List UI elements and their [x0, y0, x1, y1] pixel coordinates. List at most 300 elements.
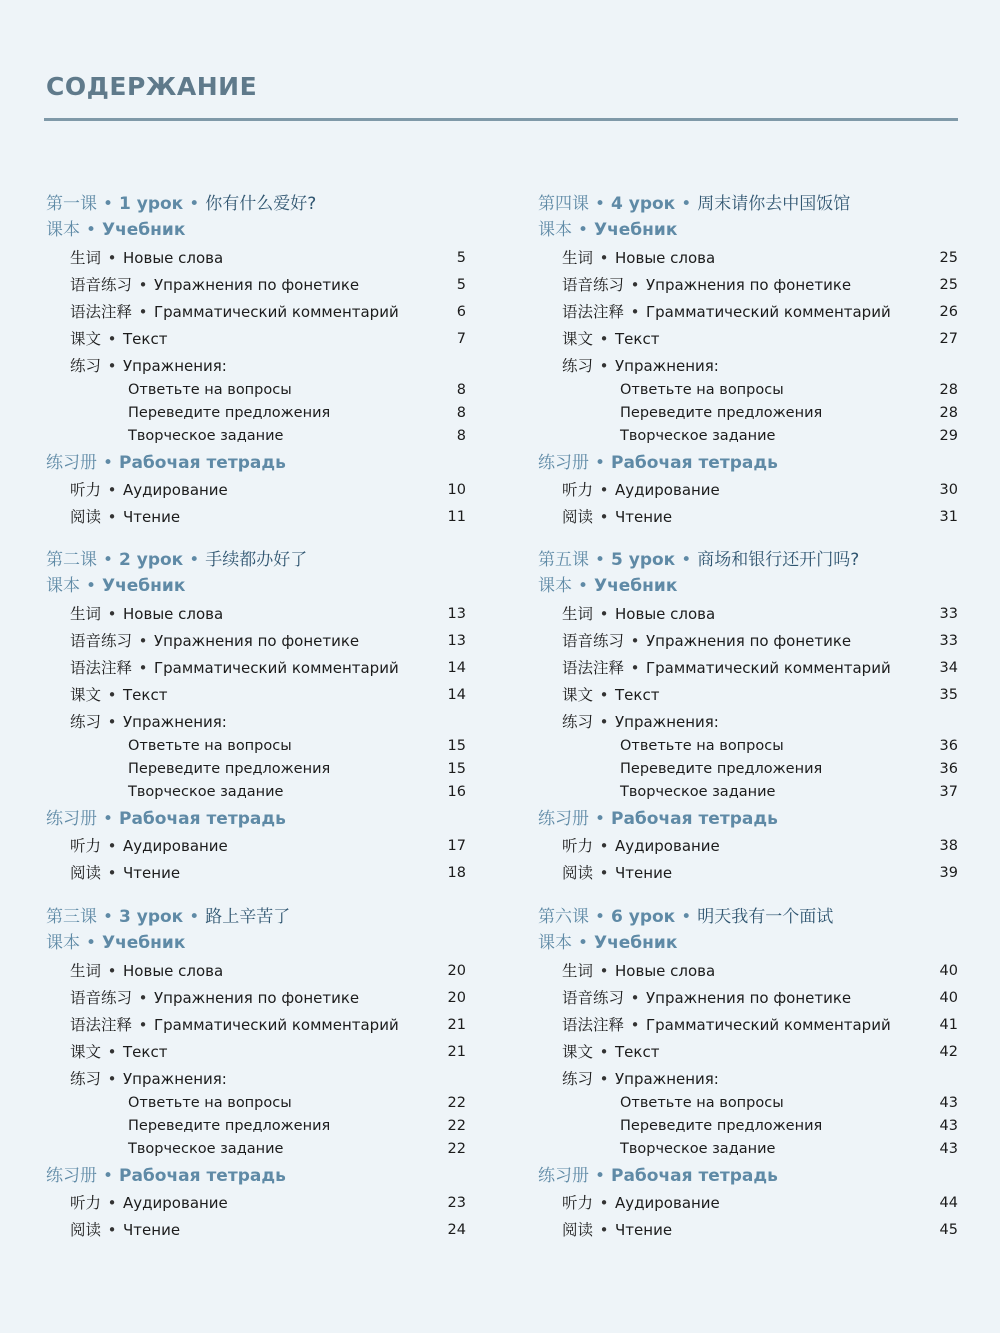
entry-ru: Аудирование	[123, 481, 228, 499]
bullet-icon: •	[594, 550, 606, 570]
toc-entry[interactable]	[46, 1013, 466, 1037]
toc-entry[interactable]	[46, 1040, 466, 1064]
page-number: 33	[939, 633, 958, 649]
entry-zh: 语法注释	[70, 303, 133, 321]
entry-ru: Грамматический комментарий	[154, 303, 399, 321]
lesson-number-ru: 1 урок	[119, 194, 184, 214]
subentry-label: Творческое задание	[128, 428, 284, 444]
lesson-number-ru: 4 урок	[611, 194, 676, 214]
exercise-subentry[interactable]	[46, 1137, 466, 1161]
lesson-heading[interactable]	[46, 548, 466, 572]
toc-entry[interactable]	[538, 1013, 958, 1037]
exercise-subentry[interactable]	[538, 424, 958, 448]
bullet-icon: •	[85, 220, 97, 240]
exercise-subentry[interactable]	[538, 1091, 958, 1115]
toc-entry[interactable]	[46, 246, 466, 270]
toc-entry[interactable]	[46, 1191, 466, 1215]
exercises-ru: Упражнения:	[123, 357, 227, 375]
page-number: 43	[939, 1141, 958, 1157]
entry-ru: Упражнения по фонетике	[646, 632, 852, 650]
bullet-icon: •	[102, 809, 114, 829]
bullet-icon: •	[594, 1166, 606, 1186]
page-number: 43	[939, 1095, 958, 1111]
toc-entry[interactable]	[46, 505, 466, 529]
bullet-icon: •	[107, 1221, 117, 1239]
workbook-zh: 练习册	[538, 453, 589, 473]
entry-zh: 听力	[70, 481, 102, 499]
page-number: 36	[939, 738, 958, 754]
bullet-icon: •	[594, 809, 606, 829]
lesson-heading[interactable]	[46, 905, 466, 929]
exercises-entry	[46, 1067, 466, 1091]
page-number: 28	[939, 405, 958, 421]
lesson-heading[interactable]	[538, 905, 958, 929]
workbook-zh: 练习册	[46, 453, 97, 473]
toc-entry[interactable]	[538, 602, 958, 626]
page-number: 6	[456, 304, 466, 320]
page-number: 31	[939, 509, 958, 525]
page-number: 16	[447, 784, 466, 800]
page-number: 43	[939, 1118, 958, 1134]
exercise-subentry[interactable]	[46, 424, 466, 448]
entry-ru: Грамматический комментарий	[154, 1016, 399, 1034]
page-number: 20	[447, 990, 466, 1006]
subentry-label: Переведите предложения	[620, 761, 823, 777]
subentry-label: Переведите предложения	[620, 405, 823, 421]
lesson-number-ru: 5 урок	[611, 550, 676, 570]
workbook-heading[interactable]	[538, 451, 958, 475]
toc-entry[interactable]	[538, 273, 958, 297]
workbook-ru: Рабочая тетрадь	[611, 809, 778, 829]
workbook-heading[interactable]	[538, 807, 958, 831]
textbook-zh: 课本	[46, 933, 80, 953]
textbook-ru: Учебник	[594, 933, 678, 953]
page-number: 13	[447, 633, 466, 649]
workbook-heading[interactable]	[46, 807, 466, 831]
exercises-entry	[46, 354, 466, 378]
workbook-heading[interactable]	[46, 1164, 466, 1188]
bullet-icon: •	[107, 249, 117, 267]
workbook-heading[interactable]	[538, 1164, 958, 1188]
entry-zh: 语法注释	[562, 1016, 625, 1034]
textbook-zh: 课本	[538, 933, 572, 953]
bullet-icon: •	[681, 907, 692, 927]
entry-ru: Упражнения по фонетике	[154, 989, 360, 1007]
toc-entry[interactable]	[538, 683, 958, 707]
toc-entry[interactable]	[538, 834, 958, 858]
page-number: 20	[447, 963, 466, 979]
bullet-icon: •	[102, 550, 114, 570]
entry-ru: Новые слова	[615, 962, 716, 980]
bullet-icon: •	[138, 659, 148, 677]
page-number: 21	[447, 1044, 466, 1060]
lesson-heading[interactable]	[538, 548, 958, 572]
entry-ru: Аудирование	[123, 1194, 228, 1212]
page-number: 33	[939, 606, 958, 622]
page-number: 23	[447, 1195, 466, 1211]
entry-zh: 生词	[562, 605, 594, 623]
textbook-zh: 课本	[538, 220, 572, 240]
textbook-heading[interactable]	[538, 218, 958, 242]
entry-zh: 生词	[562, 962, 594, 980]
textbook-heading[interactable]	[46, 574, 466, 598]
textbook-heading[interactable]	[46, 218, 466, 242]
textbook-ru: Учебник	[102, 933, 186, 953]
toc-entry[interactable]	[538, 629, 958, 653]
page-number: 29	[939, 428, 958, 444]
bullet-icon: •	[138, 276, 148, 294]
workbook-ru: Рабочая тетрадь	[119, 453, 286, 473]
lesson-number-zh: 第五课	[538, 550, 589, 570]
page-number: 21	[447, 1017, 466, 1033]
page-number: 38	[939, 838, 958, 854]
exercise-subentry[interactable]	[538, 401, 958, 425]
entry-ru: Новые слова	[123, 962, 224, 980]
bullet-icon: •	[599, 837, 609, 855]
workbook-zh: 练习册	[538, 809, 589, 829]
subentry-label: Творческое задание	[128, 784, 284, 800]
entry-ru: Текст	[123, 686, 168, 704]
entry-ru: Текст	[615, 1043, 660, 1061]
lesson-title: 手续都办好了	[205, 550, 308, 570]
bullet-icon: •	[630, 276, 640, 294]
lesson-number-zh: 第二课	[46, 550, 97, 570]
entry-zh: 语音练习	[70, 276, 133, 294]
entry-zh: 阅读	[562, 1221, 594, 1239]
exercises-ru: Упражнения:	[615, 713, 719, 731]
bullet-icon: •	[102, 1166, 114, 1186]
exercise-subentry[interactable]	[46, 757, 466, 781]
bullet-icon: •	[599, 357, 609, 375]
exercise-subentry[interactable]	[46, 378, 466, 402]
page-number: 35	[939, 687, 958, 703]
workbook-zh: 练习册	[46, 1166, 97, 1186]
bullet-icon: •	[138, 632, 148, 650]
entry-ru: Текст	[615, 686, 660, 704]
subentry-label: Ответьте на вопросы	[128, 1095, 292, 1111]
entry-zh: 听力	[70, 837, 102, 855]
page-number: 37	[939, 784, 958, 800]
toc-entry[interactable]	[538, 986, 958, 1010]
entry-zh: 课文	[562, 330, 594, 348]
bullet-icon: •	[681, 550, 692, 570]
page-number: 8	[456, 405, 466, 421]
toc-entry[interactable]	[538, 861, 958, 885]
entry-zh: 语音练习	[70, 989, 133, 1007]
toc-entry[interactable]	[538, 1191, 958, 1215]
bullet-icon: •	[102, 907, 114, 927]
page-number: 5	[456, 277, 466, 293]
page-number: 27	[939, 331, 958, 347]
toc-entry[interactable]	[46, 656, 466, 680]
exercise-subentry[interactable]	[46, 1114, 466, 1138]
exercises-entry	[538, 354, 958, 378]
lesson-title: 商场和银行还开门吗?	[697, 550, 860, 570]
toc-entry[interactable]	[538, 327, 958, 351]
entry-ru: Упражнения по фонетике	[646, 989, 852, 1007]
bullet-icon: •	[630, 303, 640, 321]
entry-ru: Новые слова	[615, 249, 716, 267]
subentry-label: Ответьте на вопросы	[620, 738, 784, 754]
entry-zh: 生词	[70, 962, 102, 980]
lesson-heading[interactable]	[46, 192, 466, 216]
entry-zh: 阅读	[70, 1221, 102, 1239]
toc-entry[interactable]	[538, 478, 958, 502]
exercise-subentry[interactable]	[538, 757, 958, 781]
bullet-icon: •	[630, 632, 640, 650]
toc-entry[interactable]	[538, 505, 958, 529]
bullet-icon: •	[599, 330, 609, 348]
bullet-icon: •	[107, 1194, 117, 1212]
subentry-label: Переведите предложения	[128, 761, 331, 777]
page-number: 26	[939, 304, 958, 320]
toc-entry[interactable]	[538, 246, 958, 270]
toc-entry[interactable]	[46, 959, 466, 983]
entry-ru: Упражнения по фонетике	[154, 276, 360, 294]
bullet-icon: •	[599, 1194, 609, 1212]
entry-zh: 语法注释	[562, 659, 625, 677]
exercise-subentry[interactable]	[46, 1091, 466, 1115]
page-number: 40	[939, 963, 958, 979]
page-number: 7	[456, 331, 466, 347]
entry-ru: Чтение	[123, 508, 181, 526]
entry-ru: Новые слова	[123, 605, 224, 623]
page-number: 15	[447, 738, 466, 754]
exercises-zh: 练习	[70, 1070, 102, 1088]
toc-entry[interactable]	[538, 1218, 958, 1242]
exercises-ru: Упражнения:	[615, 357, 719, 375]
textbook-zh: 课本	[46, 576, 80, 596]
page-number: 8	[456, 382, 466, 398]
subentry-label: Переведите предложения	[128, 1118, 331, 1134]
page-number: 22	[447, 1118, 466, 1134]
bullet-icon: •	[102, 194, 114, 214]
lesson-number-ru: 2 урок	[119, 550, 184, 570]
bullet-icon: •	[107, 357, 117, 375]
entry-ru: Чтение	[615, 508, 673, 526]
entry-zh: 语法注释	[562, 303, 625, 321]
exercise-subentry[interactable]	[538, 1114, 958, 1138]
workbook-zh: 练习册	[46, 809, 97, 829]
page-number: 14	[447, 687, 466, 703]
toc-entry[interactable]	[46, 327, 466, 351]
toc-entry[interactable]	[46, 861, 466, 885]
bullet-icon: •	[599, 508, 609, 526]
workbook-ru: Рабочая тетрадь	[611, 453, 778, 473]
page-number: 42	[939, 1044, 958, 1060]
toc-entry[interactable]	[46, 602, 466, 626]
bullet-icon: •	[630, 659, 640, 677]
toc-entry[interactable]	[46, 629, 466, 653]
exercises-zh: 练习	[562, 357, 594, 375]
subentry-label: Переведите предложения	[128, 405, 331, 421]
exercises-zh: 练习	[70, 357, 102, 375]
toc-entry[interactable]	[538, 1040, 958, 1064]
page-number: 40	[939, 990, 958, 1006]
bullet-icon: •	[107, 1043, 117, 1061]
textbook-heading[interactable]	[46, 931, 466, 955]
entry-ru: Грамматический комментарий	[646, 659, 891, 677]
page-number: 22	[447, 1141, 466, 1157]
entry-ru: Грамматический комментарий	[646, 303, 891, 321]
bullet-icon: •	[594, 194, 606, 214]
exercises-zh: 练习	[562, 713, 594, 731]
toc-entry[interactable]	[46, 300, 466, 324]
entry-zh: 课文	[562, 1043, 594, 1061]
toc-entry[interactable]	[46, 834, 466, 858]
entry-ru: Текст	[615, 330, 660, 348]
entry-ru: Чтение	[123, 864, 181, 882]
bullet-icon: •	[630, 1016, 640, 1034]
lesson-number-ru: 3 урок	[119, 907, 184, 927]
subentry-label: Творческое задание	[128, 1141, 284, 1157]
entry-zh: 生词	[70, 249, 102, 267]
bullet-icon: •	[85, 576, 97, 596]
subentry-label: Ответьте на вопросы	[128, 738, 292, 754]
entry-zh: 生词	[70, 605, 102, 623]
lesson-number-zh: 第六课	[538, 907, 589, 927]
entry-zh: 阅读	[562, 864, 594, 882]
entry-zh: 语法注释	[70, 1016, 133, 1034]
bullet-icon: •	[681, 194, 692, 214]
page-number: 36	[939, 761, 958, 777]
bullet-icon: •	[599, 1221, 609, 1239]
lesson-number-ru: 6 урок	[611, 907, 676, 927]
bullet-icon: •	[107, 605, 117, 623]
entry-zh: 阅读	[70, 864, 102, 882]
bullet-icon: •	[594, 453, 606, 473]
bullet-icon: •	[107, 962, 117, 980]
bullet-icon: •	[630, 989, 640, 1007]
exercise-subentry[interactable]	[538, 734, 958, 758]
bullet-icon: •	[102, 453, 114, 473]
exercises-entry	[538, 710, 958, 734]
textbook-ru: Учебник	[102, 576, 186, 596]
entry-zh: 听力	[562, 837, 594, 855]
workbook-ru: Рабочая тетрадь	[611, 1166, 778, 1186]
page-number: 44	[939, 1195, 958, 1211]
exercise-subentry[interactable]	[46, 780, 466, 804]
lesson-title: 你有什么爱好?	[205, 194, 317, 214]
entry-zh: 语法注释	[70, 659, 133, 677]
toc-entry[interactable]	[46, 273, 466, 297]
page-number: 41	[939, 1017, 958, 1033]
bullet-icon: •	[599, 864, 609, 882]
bullet-icon: •	[599, 605, 609, 623]
page-number: 18	[447, 865, 466, 881]
page-number: 17	[447, 838, 466, 854]
bullet-icon: •	[107, 713, 117, 731]
page-number: 28	[939, 382, 958, 398]
textbook-heading[interactable]	[538, 931, 958, 955]
page-number: 25	[939, 250, 958, 266]
entry-zh: 生词	[562, 249, 594, 267]
exercise-subentry[interactable]	[538, 780, 958, 804]
textbook-ru: Учебник	[102, 220, 186, 240]
toc-entry[interactable]	[46, 478, 466, 502]
page-number: 10	[447, 482, 466, 498]
subentry-label: Творческое задание	[620, 1141, 776, 1157]
toc-entry[interactable]	[46, 1218, 466, 1242]
page-number: 25	[939, 277, 958, 293]
exercise-subentry[interactable]	[46, 734, 466, 758]
bullet-icon: •	[599, 1043, 609, 1061]
page-number: 5	[456, 250, 466, 266]
exercises-ru: Упражнения:	[123, 713, 227, 731]
exercises-ru: Упражнения:	[123, 1070, 227, 1088]
bullet-icon: •	[107, 330, 117, 348]
lesson-title: 周末请你去中国饭馆	[697, 194, 851, 214]
textbook-zh: 课本	[46, 220, 80, 240]
exercises-zh: 练习	[70, 713, 102, 731]
bullet-icon: •	[599, 962, 609, 980]
toc-entry[interactable]	[538, 656, 958, 680]
page-number: 34	[939, 660, 958, 676]
lesson-number-zh: 第三课	[46, 907, 97, 927]
lesson-title: 路上辛苦了	[205, 907, 291, 927]
exercises-ru: Упражнения:	[615, 1070, 719, 1088]
page-number: 11	[447, 509, 466, 525]
workbook-heading[interactable]	[46, 451, 466, 475]
bullet-icon: •	[107, 864, 117, 882]
entry-ru: Аудирование	[123, 837, 228, 855]
bullet-icon: •	[594, 907, 606, 927]
exercise-subentry[interactable]	[538, 1137, 958, 1161]
bullet-icon: •	[107, 686, 117, 704]
page-number: 15	[447, 761, 466, 777]
entry-zh: 课文	[70, 1043, 102, 1061]
bullet-icon: •	[107, 837, 117, 855]
entry-zh: 课文	[562, 686, 594, 704]
bullet-icon: •	[599, 481, 609, 499]
toc-entry[interactable]	[538, 959, 958, 983]
workbook-ru: Рабочая тетрадь	[119, 809, 286, 829]
entry-ru: Грамматический комментарий	[646, 1016, 891, 1034]
page-number: 30	[939, 482, 958, 498]
bullet-icon: •	[599, 249, 609, 267]
lesson-number-zh: 第四课	[538, 194, 589, 214]
exercise-subentry[interactable]	[538, 378, 958, 402]
subentry-label: Ответьте на вопросы	[128, 382, 292, 398]
entry-ru: Текст	[123, 330, 168, 348]
exercises-entry	[46, 710, 466, 734]
textbook-zh: 课本	[538, 576, 572, 596]
subentry-label: Творческое задание	[620, 428, 776, 444]
exercises-zh: 练习	[562, 1070, 594, 1088]
bullet-icon: •	[107, 481, 117, 499]
bullet-icon: •	[599, 1070, 609, 1088]
toc-entry[interactable]	[538, 300, 958, 324]
toc-entry[interactable]	[46, 683, 466, 707]
page-number: 8	[456, 428, 466, 444]
subentry-label: Ответьте на вопросы	[620, 1095, 784, 1111]
entry-ru: Аудирование	[615, 837, 720, 855]
entry-ru: Новые слова	[615, 605, 716, 623]
entry-ru: Чтение	[615, 1221, 673, 1239]
page-number: 13	[447, 606, 466, 622]
bullet-icon: •	[599, 713, 609, 731]
lesson-heading[interactable]	[538, 192, 958, 216]
bullet-icon: •	[599, 686, 609, 704]
exercises-entry	[538, 1067, 958, 1091]
exercise-subentry[interactable]	[46, 401, 466, 425]
toc-entry[interactable]	[46, 986, 466, 1010]
subentry-label: Ответьте на вопросы	[620, 382, 784, 398]
entry-zh: 听力	[562, 1194, 594, 1212]
workbook-ru: Рабочая тетрадь	[119, 1166, 286, 1186]
textbook-heading[interactable]	[538, 574, 958, 598]
subentry-label: Творческое задание	[620, 784, 776, 800]
